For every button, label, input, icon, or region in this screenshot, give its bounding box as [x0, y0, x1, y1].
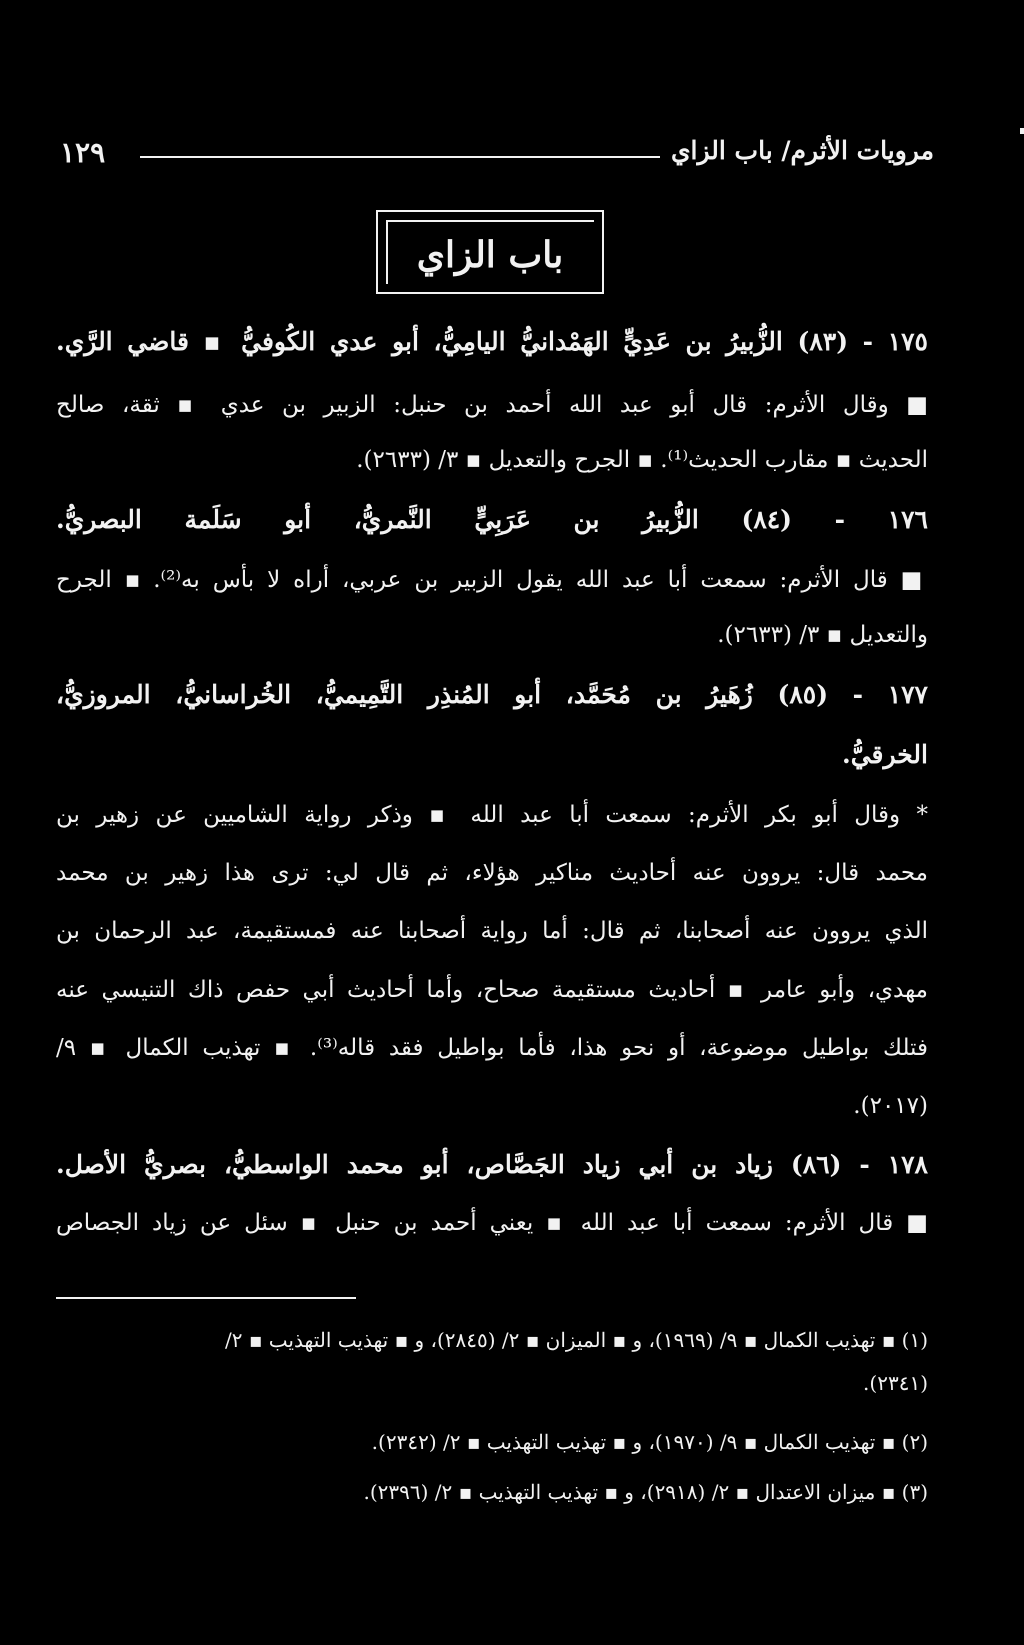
scan-speck — [1020, 128, 1024, 134]
running-header — [60, 136, 934, 176]
entry-176-text-line: والتعديل ▪ ٣/ (٢٦٣٣). — [717, 622, 928, 648]
footnote-3: (٣) ▪ ميزان الاعتدال ▪ ٢/ (٢٩١٨)، و ▪ تهذيب التهذيب ▪ ٢/ (٢٣٩٦). — [363, 1480, 928, 1504]
entry-177-text-line: محمد قال: يروون عنه أحاديث مناكير هؤلاء، ثم قال لي: ترى هذا زهير بن محمد — [56, 860, 928, 886]
entry-177-text-line: فتلك بواطيل موضوعة، أو نحو هذا، فأما بواطيل فقد قاله⁽³⁾. ▪ تهذيب الكمال ▪ ٩/ — [56, 1035, 928, 1061]
entry-175-text-line: ■ وقال الأثرم: قال أبو عبد الله أحمد بن حنبل: الزبير بن عدي ▪ ثقة، صالح — [56, 392, 928, 418]
footnote-1: (١) ▪ تهذيب الكمال ▪ ٩/ (١٩٦٩)، و ▪ الميزان ▪ ٢/ (٢٨٤٥)، و ▪ تهذيب التهذيب ▪ ٢/ — [225, 1328, 928, 1352]
entry-178-heading: ١٧٨ - (٨٦) زياد بن أبي زياد الجَصَّاص، أبو محمد الواسطيُّ، بصريُّ الأصل. — [56, 1150, 928, 1179]
chapter-title-box — [376, 210, 604, 294]
footnote-rule — [56, 1297, 356, 1299]
header-rule — [140, 156, 660, 158]
entry-175-heading: ١٧٥ - (٨٣) الزُّبيرُ بن عَدِيٍّ الهَمْدانيُّ اليامِيُّ، أبو عدي الكُوفيُّ ▪ قاضي الرَّي. — [56, 327, 928, 356]
entry-177-text-line: مهدي، وأبو عامر ▪ أحاديث مستقيمة صحاح، وأما أحاديث أبي حفص ذاك التنيسي عنه — [56, 977, 928, 1003]
footnote-1-continued: (٢٣٤١). — [863, 1371, 928, 1395]
entry-176-text-line: ■ قال الأثرم: سمعت أبا عبد الله يقول الزبير بن عربي، أراه لا بأس به⁽²⁾. ▪ الجرح — [56, 567, 928, 593]
chapter-title: باب الزاي — [416, 234, 564, 276]
entry-177-text-line: * وقال أبو بكر الأثرم: سمعت أبا عبد الله ▪ وذكر رواية الشاميين عن زهير بن — [56, 802, 928, 828]
entry-175-text-line: الحديث ▪ مقارب الحديث⁽¹⁾. ▪ الجرح والتعديل ▪ ٣/ (٢٦٣٣). — [356, 447, 928, 473]
entry-177-text-line: (٢٠١٧). — [853, 1093, 928, 1119]
running-title: مرويات الأثرم/ باب الزاي — [670, 136, 934, 165]
entry-176-heading: ١٧٦ - (٨٤) الزُّبيرُ بن عَرَبِيٍّ النَّمريُّ، أبو سَلَمة البصريُّ. — [56, 505, 928, 534]
entry-177-heading: ١٧٧ - (٨٥) زُهَيرُ بن مُحَمَّد، أبو المُنذِر التَّمِيميُّ، الخُراسانيُّ، المروزيُّ، — [56, 680, 928, 709]
entry-177-heading-continued: الخرقيُّ. — [842, 740, 928, 769]
entry-177-text-line: الذي يروون عنه أصحابنا، ثم قال: أما رواية أصحابنا عنه فمستقيمة، عبد الرحمان بن — [56, 918, 928, 944]
page-number: ١٢٩ — [60, 136, 106, 169]
footnote-2: (٢) ▪ تهذيب الكمال ▪ ٩/ (١٩٧٠)، و ▪ تهذيب التهذيب ▪ ٢/ (٢٣٤٢). — [371, 1430, 928, 1454]
entry-178-text-line: ■ قال الأثرم: سمعت أبا عبد الله ▪ يعني أحمد بن حنبل ▪ سئل عن زياد الجصاص — [56, 1210, 928, 1236]
